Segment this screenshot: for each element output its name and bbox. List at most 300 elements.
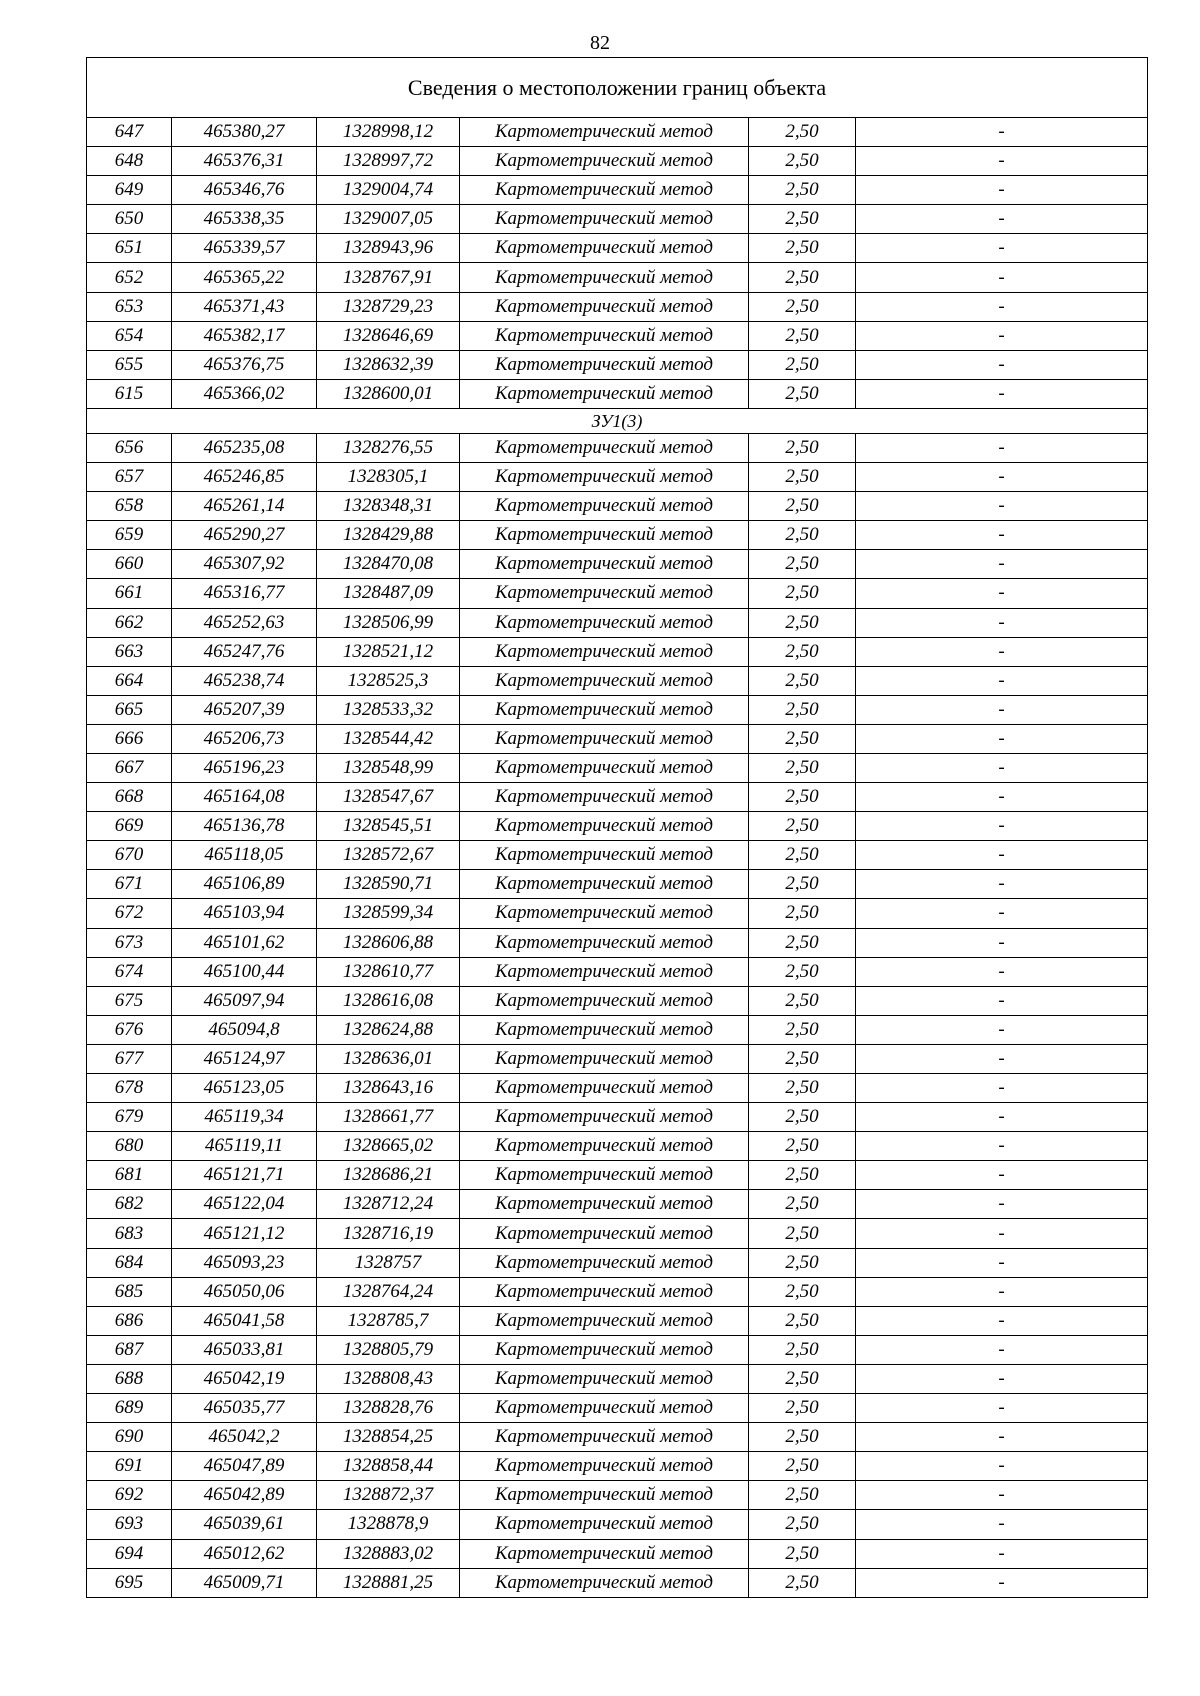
point-number-cell: 672 — [87, 899, 172, 928]
point-number-cell: 647 — [87, 118, 172, 147]
x-coordinate-cell: 465307,92 — [172, 550, 317, 579]
point-number-cell: 668 — [87, 783, 172, 812]
point-number-cell: 690 — [87, 1423, 172, 1452]
method-cell: Картометрический метод — [460, 608, 749, 637]
description-cell: - — [856, 666, 1148, 695]
table-row — [87, 1161, 1148, 1190]
point-number-cell: 648 — [87, 147, 172, 176]
y-coordinate-cell: 1329007,05 — [317, 205, 460, 234]
x-coordinate-cell: 465042,19 — [172, 1364, 317, 1393]
accuracy-cell: 2,50 — [749, 234, 856, 263]
y-coordinate-cell: 1328276,55 — [317, 433, 460, 462]
accuracy-cell: 2,50 — [749, 928, 856, 957]
description-cell: - — [856, 1364, 1148, 1393]
description-cell: - — [856, 1248, 1148, 1277]
x-coordinate-cell: 465366,02 — [172, 379, 317, 408]
table-row — [87, 724, 1148, 753]
method-cell: Картометрический метод — [460, 928, 749, 957]
accuracy-cell: 2,50 — [749, 1277, 856, 1306]
table-row — [87, 1539, 1148, 1568]
x-coordinate-cell: 465346,76 — [172, 176, 317, 205]
table-row — [87, 753, 1148, 782]
description-cell: - — [856, 928, 1148, 957]
point-number-cell: 679 — [87, 1103, 172, 1132]
method-cell: Картометрический метод — [460, 1510, 749, 1539]
accuracy-cell: 2,50 — [749, 1364, 856, 1393]
x-coordinate-cell: 465207,39 — [172, 695, 317, 724]
x-coordinate-cell: 465042,89 — [172, 1481, 317, 1510]
table-body — [87, 58, 1148, 1598]
accuracy-cell: 2,50 — [749, 176, 856, 205]
x-coordinate-cell: 465365,22 — [172, 263, 317, 292]
description-cell: - — [856, 492, 1148, 521]
x-coordinate-cell: 465119,11 — [172, 1132, 317, 1161]
description-cell: - — [856, 1481, 1148, 1510]
table-row — [87, 1015, 1148, 1044]
x-coordinate-cell: 465041,58 — [172, 1306, 317, 1335]
boundary-coordinates-table — [86, 57, 1148, 1598]
point-number-cell: 681 — [87, 1161, 172, 1190]
y-coordinate-cell: 1328828,76 — [317, 1394, 460, 1423]
x-coordinate-cell: 465094,8 — [172, 1015, 317, 1044]
x-coordinate-cell: 465164,08 — [172, 783, 317, 812]
point-number-cell: 651 — [87, 234, 172, 263]
x-coordinate-cell: 465047,89 — [172, 1452, 317, 1481]
description-cell: - — [856, 841, 1148, 870]
accuracy-cell: 2,50 — [749, 724, 856, 753]
y-coordinate-cell: 1328686,21 — [317, 1161, 460, 1190]
section-label: ЗУ1(3) — [87, 408, 1148, 433]
accuracy-cell: 2,50 — [749, 666, 856, 695]
method-cell: Картометрический метод — [460, 118, 749, 147]
x-coordinate-cell: 465136,78 — [172, 812, 317, 841]
table-row — [87, 234, 1148, 263]
description-cell: - — [856, 608, 1148, 637]
x-coordinate-cell: 465103,94 — [172, 899, 317, 928]
table-row — [87, 1335, 1148, 1364]
description-cell: - — [856, 1539, 1148, 1568]
x-coordinate-cell: 465261,14 — [172, 492, 317, 521]
y-coordinate-cell: 1328545,51 — [317, 812, 460, 841]
description-cell: - — [856, 637, 1148, 666]
y-coordinate-cell: 1328547,67 — [317, 783, 460, 812]
method-cell: Картометрический метод — [460, 812, 749, 841]
y-coordinate-cell: 1328716,19 — [317, 1219, 460, 1248]
accuracy-cell: 2,50 — [749, 1568, 856, 1597]
y-coordinate-cell: 1328429,88 — [317, 521, 460, 550]
point-number-cell: 686 — [87, 1306, 172, 1335]
accuracy-cell: 2,50 — [749, 118, 856, 147]
description-cell: - — [856, 147, 1148, 176]
method-cell: Картометрический метод — [460, 234, 749, 263]
table-row — [87, 492, 1148, 521]
y-coordinate-cell: 1328997,72 — [317, 147, 460, 176]
method-cell: Картометрический метод — [460, 1103, 749, 1132]
method-cell: Картометрический метод — [460, 1568, 749, 1597]
description-cell: - — [856, 753, 1148, 782]
x-coordinate-cell: 465106,89 — [172, 870, 317, 899]
table-row — [87, 812, 1148, 841]
y-coordinate-cell: 1328590,71 — [317, 870, 460, 899]
table-row — [87, 1074, 1148, 1103]
description-cell: - — [856, 812, 1148, 841]
y-coordinate-cell: 1328616,08 — [317, 986, 460, 1015]
x-coordinate-cell: 465206,73 — [172, 724, 317, 753]
accuracy-cell: 2,50 — [749, 1161, 856, 1190]
accuracy-cell: 2,50 — [749, 1335, 856, 1364]
description-cell: - — [856, 724, 1148, 753]
method-cell: Картометрический метод — [460, 870, 749, 899]
x-coordinate-cell: 465252,63 — [172, 608, 317, 637]
table-row — [87, 550, 1148, 579]
table-title: Сведения о местоположении границ объекта — [87, 58, 1148, 118]
accuracy-cell: 2,50 — [749, 1248, 856, 1277]
table-row — [87, 841, 1148, 870]
accuracy-cell: 2,50 — [749, 957, 856, 986]
x-coordinate-cell: 465012,62 — [172, 1539, 317, 1568]
table-row — [87, 637, 1148, 666]
method-cell: Картометрический метод — [460, 1190, 749, 1219]
method-cell: Картометрический метод — [460, 1481, 749, 1510]
point-number-cell: 684 — [87, 1248, 172, 1277]
x-coordinate-cell: 465122,04 — [172, 1190, 317, 1219]
x-coordinate-cell: 465009,71 — [172, 1568, 317, 1597]
table-row — [87, 695, 1148, 724]
table-row — [87, 292, 1148, 321]
x-coordinate-cell: 465196,23 — [172, 753, 317, 782]
point-number-cell: 683 — [87, 1219, 172, 1248]
page-number: 82 — [590, 32, 610, 54]
method-cell: Картометрический метод — [460, 899, 749, 928]
point-number-cell: 649 — [87, 176, 172, 205]
point-number-cell: 667 — [87, 753, 172, 782]
table-row — [87, 1044, 1148, 1073]
y-coordinate-cell: 1328624,88 — [317, 1015, 460, 1044]
x-coordinate-cell: 465035,77 — [172, 1394, 317, 1423]
point-number-cell: 662 — [87, 608, 172, 637]
point-number-cell: 685 — [87, 1277, 172, 1306]
description-cell: - — [856, 176, 1148, 205]
method-cell: Картометрический метод — [460, 1423, 749, 1452]
x-coordinate-cell: 465380,27 — [172, 118, 317, 147]
accuracy-cell: 2,50 — [749, 1015, 856, 1044]
method-cell: Картометрический метод — [460, 783, 749, 812]
description-cell: - — [856, 1277, 1148, 1306]
description-cell: - — [856, 379, 1148, 408]
point-number-cell: 658 — [87, 492, 172, 521]
description-cell: - — [856, 321, 1148, 350]
y-coordinate-cell: 1328610,77 — [317, 957, 460, 986]
table-row — [87, 1394, 1148, 1423]
accuracy-cell: 2,50 — [749, 1423, 856, 1452]
accuracy-cell: 2,50 — [749, 263, 856, 292]
method-cell: Картометрический метод — [460, 1335, 749, 1364]
method-cell: Картометрический метод — [460, 1306, 749, 1335]
method-cell: Картометрический метод — [460, 1539, 749, 1568]
accuracy-cell: 2,50 — [749, 379, 856, 408]
method-cell: Картометрический метод — [460, 841, 749, 870]
method-cell: Картометрический метод — [460, 1364, 749, 1393]
method-cell: Картометрический метод — [460, 579, 749, 608]
point-number-cell: 693 — [87, 1510, 172, 1539]
y-coordinate-cell: 1328665,02 — [317, 1132, 460, 1161]
description-cell: - — [856, 1394, 1148, 1423]
point-number-cell: 687 — [87, 1335, 172, 1364]
accuracy-cell: 2,50 — [749, 205, 856, 234]
table-row — [87, 147, 1148, 176]
y-coordinate-cell: 1328600,01 — [317, 379, 460, 408]
table-row — [87, 118, 1148, 147]
table-row — [87, 957, 1148, 986]
method-cell: Картометрический метод — [460, 637, 749, 666]
point-number-cell: 670 — [87, 841, 172, 870]
table-row — [87, 1219, 1148, 1248]
point-number-cell: 676 — [87, 1015, 172, 1044]
accuracy-cell: 2,50 — [749, 463, 856, 492]
method-cell: Картометрический метод — [460, 1277, 749, 1306]
accuracy-cell: 2,50 — [749, 521, 856, 550]
accuracy-cell: 2,50 — [749, 870, 856, 899]
point-number-cell: 677 — [87, 1044, 172, 1073]
accuracy-cell: 2,50 — [749, 1539, 856, 1568]
method-cell: Картометрический метод — [460, 957, 749, 986]
point-number-cell: 663 — [87, 637, 172, 666]
method-cell: Картометрический метод — [460, 695, 749, 724]
accuracy-cell: 2,50 — [749, 1044, 856, 1073]
y-coordinate-cell: 1328572,67 — [317, 841, 460, 870]
method-cell: Картометрический метод — [460, 463, 749, 492]
x-coordinate-cell: 465033,81 — [172, 1335, 317, 1364]
description-cell: - — [856, 899, 1148, 928]
point-number-cell: 689 — [87, 1394, 172, 1423]
accuracy-cell: 2,50 — [749, 1452, 856, 1481]
y-coordinate-cell: 1328854,25 — [317, 1423, 460, 1452]
table-row — [87, 1306, 1148, 1335]
description-cell: - — [856, 957, 1148, 986]
y-coordinate-cell: 1328712,24 — [317, 1190, 460, 1219]
point-number-cell: 674 — [87, 957, 172, 986]
x-coordinate-cell: 465093,23 — [172, 1248, 317, 1277]
x-coordinate-cell: 465371,43 — [172, 292, 317, 321]
description-cell: - — [856, 550, 1148, 579]
accuracy-cell: 2,50 — [749, 433, 856, 462]
accuracy-cell: 2,50 — [749, 753, 856, 782]
table-row — [87, 608, 1148, 637]
y-coordinate-cell: 1328525,3 — [317, 666, 460, 695]
accuracy-cell: 2,50 — [749, 1219, 856, 1248]
description-cell: - — [856, 118, 1148, 147]
y-coordinate-cell: 1328533,32 — [317, 695, 460, 724]
description-cell: - — [856, 1452, 1148, 1481]
accuracy-cell: 2,50 — [749, 1132, 856, 1161]
method-cell: Картометрический метод — [460, 147, 749, 176]
description-cell: - — [856, 1190, 1148, 1219]
description-cell: - — [856, 783, 1148, 812]
point-number-cell: 665 — [87, 695, 172, 724]
x-coordinate-cell: 465124,97 — [172, 1044, 317, 1073]
y-coordinate-cell: 1328878,9 — [317, 1510, 460, 1539]
y-coordinate-cell: 1328764,24 — [317, 1277, 460, 1306]
accuracy-cell: 2,50 — [749, 579, 856, 608]
method-cell: Картометрический метод — [460, 263, 749, 292]
y-coordinate-cell: 1328858,44 — [317, 1452, 460, 1481]
description-cell: - — [856, 1335, 1148, 1364]
point-number-cell: 671 — [87, 870, 172, 899]
y-coordinate-cell: 1328643,16 — [317, 1074, 460, 1103]
accuracy-cell: 2,50 — [749, 1074, 856, 1103]
x-coordinate-cell: 465118,05 — [172, 841, 317, 870]
table-row — [87, 176, 1148, 205]
method-cell: Картометрический метод — [460, 521, 749, 550]
accuracy-cell: 2,50 — [749, 608, 856, 637]
x-coordinate-cell: 465042,2 — [172, 1423, 317, 1452]
method-cell: Картометрический метод — [460, 1219, 749, 1248]
y-coordinate-cell: 1328470,08 — [317, 550, 460, 579]
point-number-cell: 655 — [87, 350, 172, 379]
point-number-cell: 669 — [87, 812, 172, 841]
accuracy-cell: 2,50 — [749, 1306, 856, 1335]
point-number-cell: 615 — [87, 379, 172, 408]
description-cell: - — [856, 521, 1148, 550]
point-number-cell: 652 — [87, 263, 172, 292]
x-coordinate-cell: 465246,85 — [172, 463, 317, 492]
point-number-cell: 660 — [87, 550, 172, 579]
y-coordinate-cell: 1328606,88 — [317, 928, 460, 957]
description-cell: - — [856, 205, 1148, 234]
table-row — [87, 783, 1148, 812]
y-coordinate-cell: 1328729,23 — [317, 292, 460, 321]
accuracy-cell: 2,50 — [749, 812, 856, 841]
accuracy-cell: 2,50 — [749, 321, 856, 350]
point-number-cell: 688 — [87, 1364, 172, 1393]
x-coordinate-cell: 465338,35 — [172, 205, 317, 234]
x-coordinate-cell: 465121,12 — [172, 1219, 317, 1248]
y-coordinate-cell: 1329004,74 — [317, 176, 460, 205]
accuracy-cell: 2,50 — [749, 550, 856, 579]
description-cell: - — [856, 463, 1148, 492]
method-cell: Картометрический метод — [460, 1452, 749, 1481]
accuracy-cell: 2,50 — [749, 1510, 856, 1539]
description-cell: - — [856, 292, 1148, 321]
x-coordinate-cell: 465100,44 — [172, 957, 317, 986]
section-row — [87, 408, 1148, 433]
y-coordinate-cell: 1328632,39 — [317, 350, 460, 379]
method-cell: Картометрический метод — [460, 492, 749, 521]
point-number-cell: 661 — [87, 579, 172, 608]
method-cell: Картометрический метод — [460, 1074, 749, 1103]
point-number-cell: 656 — [87, 433, 172, 462]
table-row — [87, 521, 1148, 550]
table-row — [87, 928, 1148, 957]
method-cell: Картометрический метод — [460, 350, 749, 379]
point-number-cell: 678 — [87, 1074, 172, 1103]
y-coordinate-cell: 1328661,77 — [317, 1103, 460, 1132]
accuracy-cell: 2,50 — [749, 147, 856, 176]
y-coordinate-cell: 1328636,01 — [317, 1044, 460, 1073]
x-coordinate-cell: 465235,08 — [172, 433, 317, 462]
x-coordinate-cell: 465238,74 — [172, 666, 317, 695]
accuracy-cell: 2,50 — [749, 986, 856, 1015]
y-coordinate-cell: 1328872,37 — [317, 1481, 460, 1510]
accuracy-cell: 2,50 — [749, 783, 856, 812]
y-coordinate-cell: 1328881,25 — [317, 1568, 460, 1597]
description-cell: - — [856, 1423, 1148, 1452]
x-coordinate-cell: 465121,71 — [172, 1161, 317, 1190]
description-cell: - — [856, 870, 1148, 899]
method-cell: Картометрический метод — [460, 1044, 749, 1073]
description-cell: - — [856, 1306, 1148, 1335]
point-number-cell: 682 — [87, 1190, 172, 1219]
table-row — [87, 870, 1148, 899]
method-cell: Картометрический метод — [460, 1015, 749, 1044]
method-cell: Картометрический метод — [460, 986, 749, 1015]
table-row — [87, 433, 1148, 462]
x-coordinate-cell: 465382,17 — [172, 321, 317, 350]
point-number-cell: 650 — [87, 205, 172, 234]
table-row — [87, 321, 1148, 350]
description-cell: - — [856, 1015, 1148, 1044]
table-row — [87, 1452, 1148, 1481]
x-coordinate-cell: 465097,94 — [172, 986, 317, 1015]
method-cell: Картометрический метод — [460, 753, 749, 782]
description-cell: - — [856, 263, 1148, 292]
y-coordinate-cell: 1328544,42 — [317, 724, 460, 753]
accuracy-cell: 2,50 — [749, 695, 856, 724]
y-coordinate-cell: 1328548,99 — [317, 753, 460, 782]
table-row — [87, 1510, 1148, 1539]
table-row — [87, 1190, 1148, 1219]
table-row — [87, 899, 1148, 928]
x-coordinate-cell: 465339,57 — [172, 234, 317, 263]
y-coordinate-cell: 1328506,99 — [317, 608, 460, 637]
description-cell: - — [856, 1219, 1148, 1248]
accuracy-cell: 2,50 — [749, 637, 856, 666]
y-coordinate-cell: 1328943,96 — [317, 234, 460, 263]
point-number-cell: 691 — [87, 1452, 172, 1481]
method-cell: Картометрический метод — [460, 1161, 749, 1190]
point-number-cell: 666 — [87, 724, 172, 753]
x-coordinate-cell: 465101,62 — [172, 928, 317, 957]
y-coordinate-cell: 1328646,69 — [317, 321, 460, 350]
y-coordinate-cell: 1328487,09 — [317, 579, 460, 608]
y-coordinate-cell: 1328599,34 — [317, 899, 460, 928]
table-row — [87, 986, 1148, 1015]
description-cell: - — [856, 1132, 1148, 1161]
x-coordinate-cell: 465247,76 — [172, 637, 317, 666]
point-number-cell: 653 — [87, 292, 172, 321]
table-row — [87, 1103, 1148, 1132]
accuracy-cell: 2,50 — [749, 492, 856, 521]
x-coordinate-cell: 465039,61 — [172, 1510, 317, 1539]
point-number-cell: 664 — [87, 666, 172, 695]
accuracy-cell: 2,50 — [749, 292, 856, 321]
description-cell: - — [856, 350, 1148, 379]
accuracy-cell: 2,50 — [749, 841, 856, 870]
description-cell: - — [856, 433, 1148, 462]
point-number-cell: 657 — [87, 463, 172, 492]
y-coordinate-cell: 1328805,79 — [317, 1335, 460, 1364]
description-cell: - — [856, 1103, 1148, 1132]
y-coordinate-cell: 1328521,12 — [317, 637, 460, 666]
y-coordinate-cell: 1328348,31 — [317, 492, 460, 521]
table-row — [87, 666, 1148, 695]
table-row — [87, 379, 1148, 408]
x-coordinate-cell: 465050,06 — [172, 1277, 317, 1306]
description-cell: - — [856, 1510, 1148, 1539]
y-coordinate-cell: 1328757 — [317, 1248, 460, 1277]
point-number-cell: 673 — [87, 928, 172, 957]
description-cell: - — [856, 1161, 1148, 1190]
